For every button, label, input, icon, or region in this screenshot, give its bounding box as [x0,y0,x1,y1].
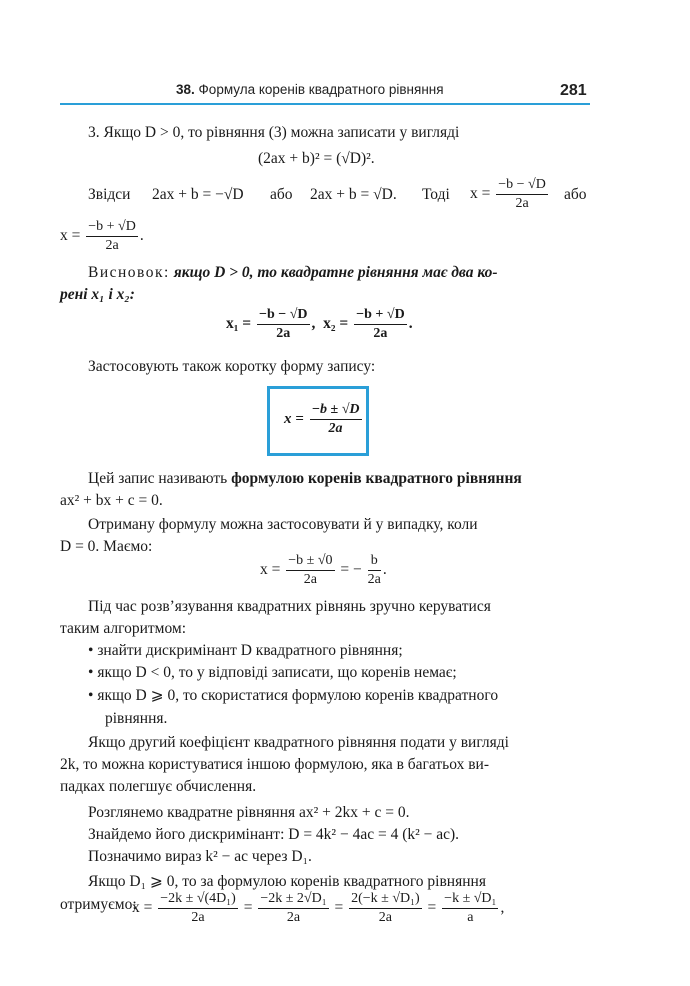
second-coef-line-3: падках полегшує обчислення. [60,778,257,795]
boxed-fraction [310,401,362,438]
fraction-denominator: a [467,910,474,925]
fraction-denominator: 2a [191,910,205,925]
fraction-denominator: 2a [328,421,343,436]
fraction-numerator: −b + √D [86,218,138,237]
roots-formulas: x₁ = $\frac{-b - √D}{2a}$ , x₂ = $\frac{-b + √D}{2a}$ . [226,307,413,341]
consider-line: Розглянемо квадратне рівняння ax² + 2kx + c = 0. [88,804,410,821]
p2-then-text: Звідси [88,186,131,203]
conclusion-label: Висновок: [88,264,170,281]
fraction-minus [496,176,548,213]
fraction-plus [86,218,138,255]
boxed-formula [267,386,369,456]
fraction-numerator: −b − √D [257,306,310,325]
p2-or-1: або [270,186,293,203]
named-bold: формулою коренів квадратного рівняння [231,470,522,487]
x-label: x = [60,227,81,245]
conclusion-line-2: рені x₁ і x₂: [60,286,135,303]
fraction-denominator: 2a [373,326,388,341]
second-coef-line-2: 2k, то можна користуватися іншою формулою, яка в багатьох ви- [60,756,489,773]
if-d1-line-1: Якщо D₁ ⩾ 0, то за формулою коренів квадратного рівняння [88,873,486,890]
final-fraction-4 [442,890,498,927]
fraction-x1 [257,306,310,343]
algo-line-2: таким алгоритмом: [60,620,187,637]
x-label: x = [132,899,153,917]
fraction-denominator: 2a [367,572,381,587]
if-d1-line-2: отримуємо: [60,896,137,913]
fraction-numerator: −2k ± √(4D₁) [158,890,238,909]
p2-or-2: або [564,186,587,203]
x-label: x = [260,561,281,579]
x-label: x = [470,185,491,203]
bullet-item: • якщо D ⩾ 0, то скористатися формулою коренів квадратного [88,687,499,704]
bullet-item: • якщо D < 0, то у відповіді записати, що коренів немає; [88,664,457,681]
final-fraction-1 [158,890,238,927]
fraction-denominator: 2a [286,910,301,925]
fraction-denominator: 2a [276,326,291,341]
bullet-continuation: рівняння. [105,710,168,727]
algo-line-1: Під час розв’язування квадратних рівнянь зручно керуватися [88,598,491,615]
denote-line: Позначимо вираз k² − ac через D₁. [88,848,312,865]
p2-then: Тоді [422,186,450,203]
p2-root-plus: x = $\frac{-b + √D}{2a}$ . [60,219,144,253]
x1-label: x₁ = [226,315,252,333]
fraction-denominator: 2a [303,572,317,587]
fraction-numerator: b [368,552,381,571]
fraction-denominator: 2a [515,196,529,211]
p2-equation-1: 2ax + b = −√D [152,186,244,203]
x-label: x = [284,410,304,427]
section-title-text: Формула коренів квадратного рівняння [198,82,444,97]
zero-line-1: Отриману формулу можна застосовувати й у випадку, коли [88,516,478,533]
final-fraction-3 [349,890,422,927]
fraction-x2 [354,306,407,343]
final-fraction-2 [258,890,328,927]
bullet-text: якщо D ⩾ 0, то скористатися формулою коренів квадратного [97,687,499,704]
fraction-numerator: −b ± √D [310,401,362,420]
p1-intro: 3. Якщо D > 0, то рівняння (3) можна записати у вигляді [88,124,460,141]
zero-line-2: D = 0. Маємо: [60,538,153,555]
p1-equation: (2ax + b)² = (√D)². [258,150,375,167]
conclusion-line-1 [88,264,498,282]
second-coef-line-1: Якщо другий коефіцієнт квадратного рівняння подати у вигляді [88,734,509,751]
discriminant-line: Знайдемо його дискримінант: D = 4k² − 4ac = 4 (k² − ac). [88,826,460,843]
zero-rhs-fraction [368,552,381,589]
bullet-text: якщо D < 0, то у відповіді записати, що коренів немає; [97,664,457,681]
bullet-text: знайти дискримінант D квадратного рівняння; [97,642,403,659]
zero-fraction [286,552,334,589]
section-number: 38. [176,82,195,97]
header-divider [60,103,590,105]
x2-label: x₂ = [323,315,349,333]
bullet-item: • знайти дискримінант D квадратного рівняння; [88,642,403,659]
conclusion-text: якщо D > 0, то квадратне рівняння має два ко- [173,264,498,281]
fraction-numerator: −2k ± 2√D₁ [258,890,328,909]
named-text: Цей запис називають [88,470,228,487]
fraction-numerator: −b ± √0 [286,552,334,571]
zero-formula: x = $\frac{-b \pm √0}{2a}$ = − $\frac{b}{2a}$ . [260,553,387,587]
p2-equation-2: 2ax + b = √D. [310,186,397,203]
fraction-numerator: −b − √D [496,176,548,195]
short-form-text: Застосовують також коротку форму запису: [88,358,376,375]
named-line-1 [88,470,522,488]
section-title [176,82,444,97]
fraction-numerator: 2(−k ± √D₁) [349,890,422,909]
final-formula: x = $\frac{\text{−2k ± √(4D₁)}}{2a}$ = $\frac{\text{−2k ± 2√D₁}}{2a}$ = $\frac{\text{2(−k ± √D₁)}}{2a}$ = $\frac{\text{−k ± √D₁}}{a}$ , [132,891,505,925]
fraction-numerator: −k ± √D₁ [442,890,498,909]
fraction-denominator: 2a [378,910,392,925]
fraction-denominator: 2a [105,238,119,253]
page-number: 281 [560,82,587,99]
fraction-numerator: −b + √D [354,306,407,325]
named-line-2: ax² + bx + c = 0. [60,492,163,509]
p2-root-minus [470,176,550,213]
